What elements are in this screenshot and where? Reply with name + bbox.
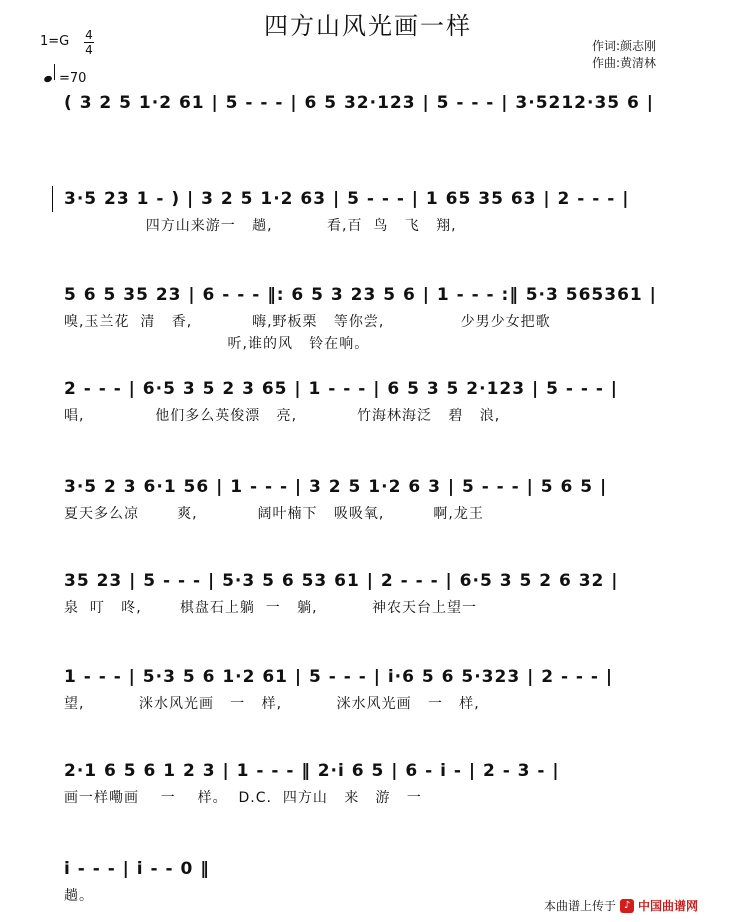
lyrics-line: 趟。 — [64, 888, 94, 904]
credits — [592, 38, 656, 72]
tempo-value: =70 — [59, 71, 87, 86]
notation-line: 35 23 | 5 - - - | 5·3 5 6 53 61 | 2 - - - | 6·5 3 5 2 6 32 | — [64, 571, 619, 591]
site-name[interactable]: 中国曲谱网 — [638, 899, 699, 913]
song-title: 四方山风光画一样 — [264, 12, 472, 40]
notation-line: 3·5 23 1 - ) | 3 2 5 1·2 63 | 5 - - - | 1 65 35 63 | 2 - - - | — [64, 189, 630, 209]
score-row-2 — [0, 184, 736, 244]
notation-line: i - - - | i - - 0 ‖ — [64, 859, 210, 879]
notation-line: 1 - - - | 5·3 5 6 1·2 61 | 5 - - - | i·6 5 6 5·323 | 2 - - - | — [64, 667, 614, 687]
lyrics-line — [64, 118, 692, 140]
lyricist-credit: 作词:颜志刚 — [592, 39, 657, 53]
notation-line: 2 - - - | 6·5 3 5 2 3 65 | 1 - - - | 6 5 3 5 2·123 | 5 - - - | — [64, 379, 619, 399]
time-signature-bottom: 4 — [85, 43, 93, 57]
score-row-6 — [0, 566, 736, 626]
tempo-marking — [44, 64, 86, 86]
composer-credit: 作曲:黄清林 — [592, 56, 657, 70]
score-row-4 — [0, 374, 736, 434]
upload-footer — [544, 897, 698, 914]
notation-line: 5 6 5 35 23 | 6 - - - ‖: 6 5 3 23 5 6 | 1 - - - :‖ 5·3 565361 | — [64, 285, 657, 305]
notation-line: 3·5 2 3 6·1 56 | 1 - - - | 3 2 5 1·2 6 3 | 5 - - - | 5 6 5 | — [64, 477, 608, 497]
note-stem — [54, 64, 55, 80]
quarter-note-icon — [43, 75, 53, 83]
notation-line: ( 3 2 5 1·2 61 | 5 - - - | 6 5 32·123 | 5 - - - | 3·5212·35 6 | — [64, 93, 654, 113]
key-signature: 1=G — [40, 34, 70, 49]
lyrics-line: 嗅,玉兰花 清 香, 嗨,野板栗 等你尝, 少男少女把歌 — [64, 314, 551, 330]
barline — [52, 186, 53, 212]
time-signature — [84, 28, 94, 57]
score-row-8 — [0, 756, 736, 816]
score-row-5 — [0, 472, 736, 532]
footer-text: 本曲谱上传于 — [544, 899, 617, 913]
score-row-1 — [0, 88, 736, 148]
lyrics-line: 画一样嘞画 一 样。 D.C. 四方山 来 游 一 — [64, 790, 422, 806]
lyrics-line: 望, 洣水风光画 一 样, 洣水风光画 一 样, — [64, 696, 480, 712]
lyrics-line: 泉 叮 咚, 棋盘石上躺 一 躺, 神农天台上望一 — [64, 600, 478, 616]
lyrics-line-2: 听,谁的风 铃在响。 — [64, 336, 370, 352]
score-row-3 — [0, 280, 736, 360]
lyrics-line: 唱, 他们多么英俊漂 亮, 竹海林海泛 碧 浪, — [64, 408, 501, 424]
site-logo-icon: ♪ — [620, 899, 634, 913]
time-signature-top: 4 — [85, 28, 93, 42]
score-row-7 — [0, 662, 736, 722]
lyrics-line: 夏天多么凉 爽, 阔叶楠下 吸吸氧, 啊,龙王 — [64, 506, 484, 522]
notation-line: 2·1 6 5 6 1 2 3 | 1 - - - ‖ 2·i 6 5 | 6 - i - | 2 - 3 - | — [64, 761, 560, 781]
lyrics-line: 四方山来游一 趟, 看,百 鸟 飞 翔, — [64, 218, 457, 234]
